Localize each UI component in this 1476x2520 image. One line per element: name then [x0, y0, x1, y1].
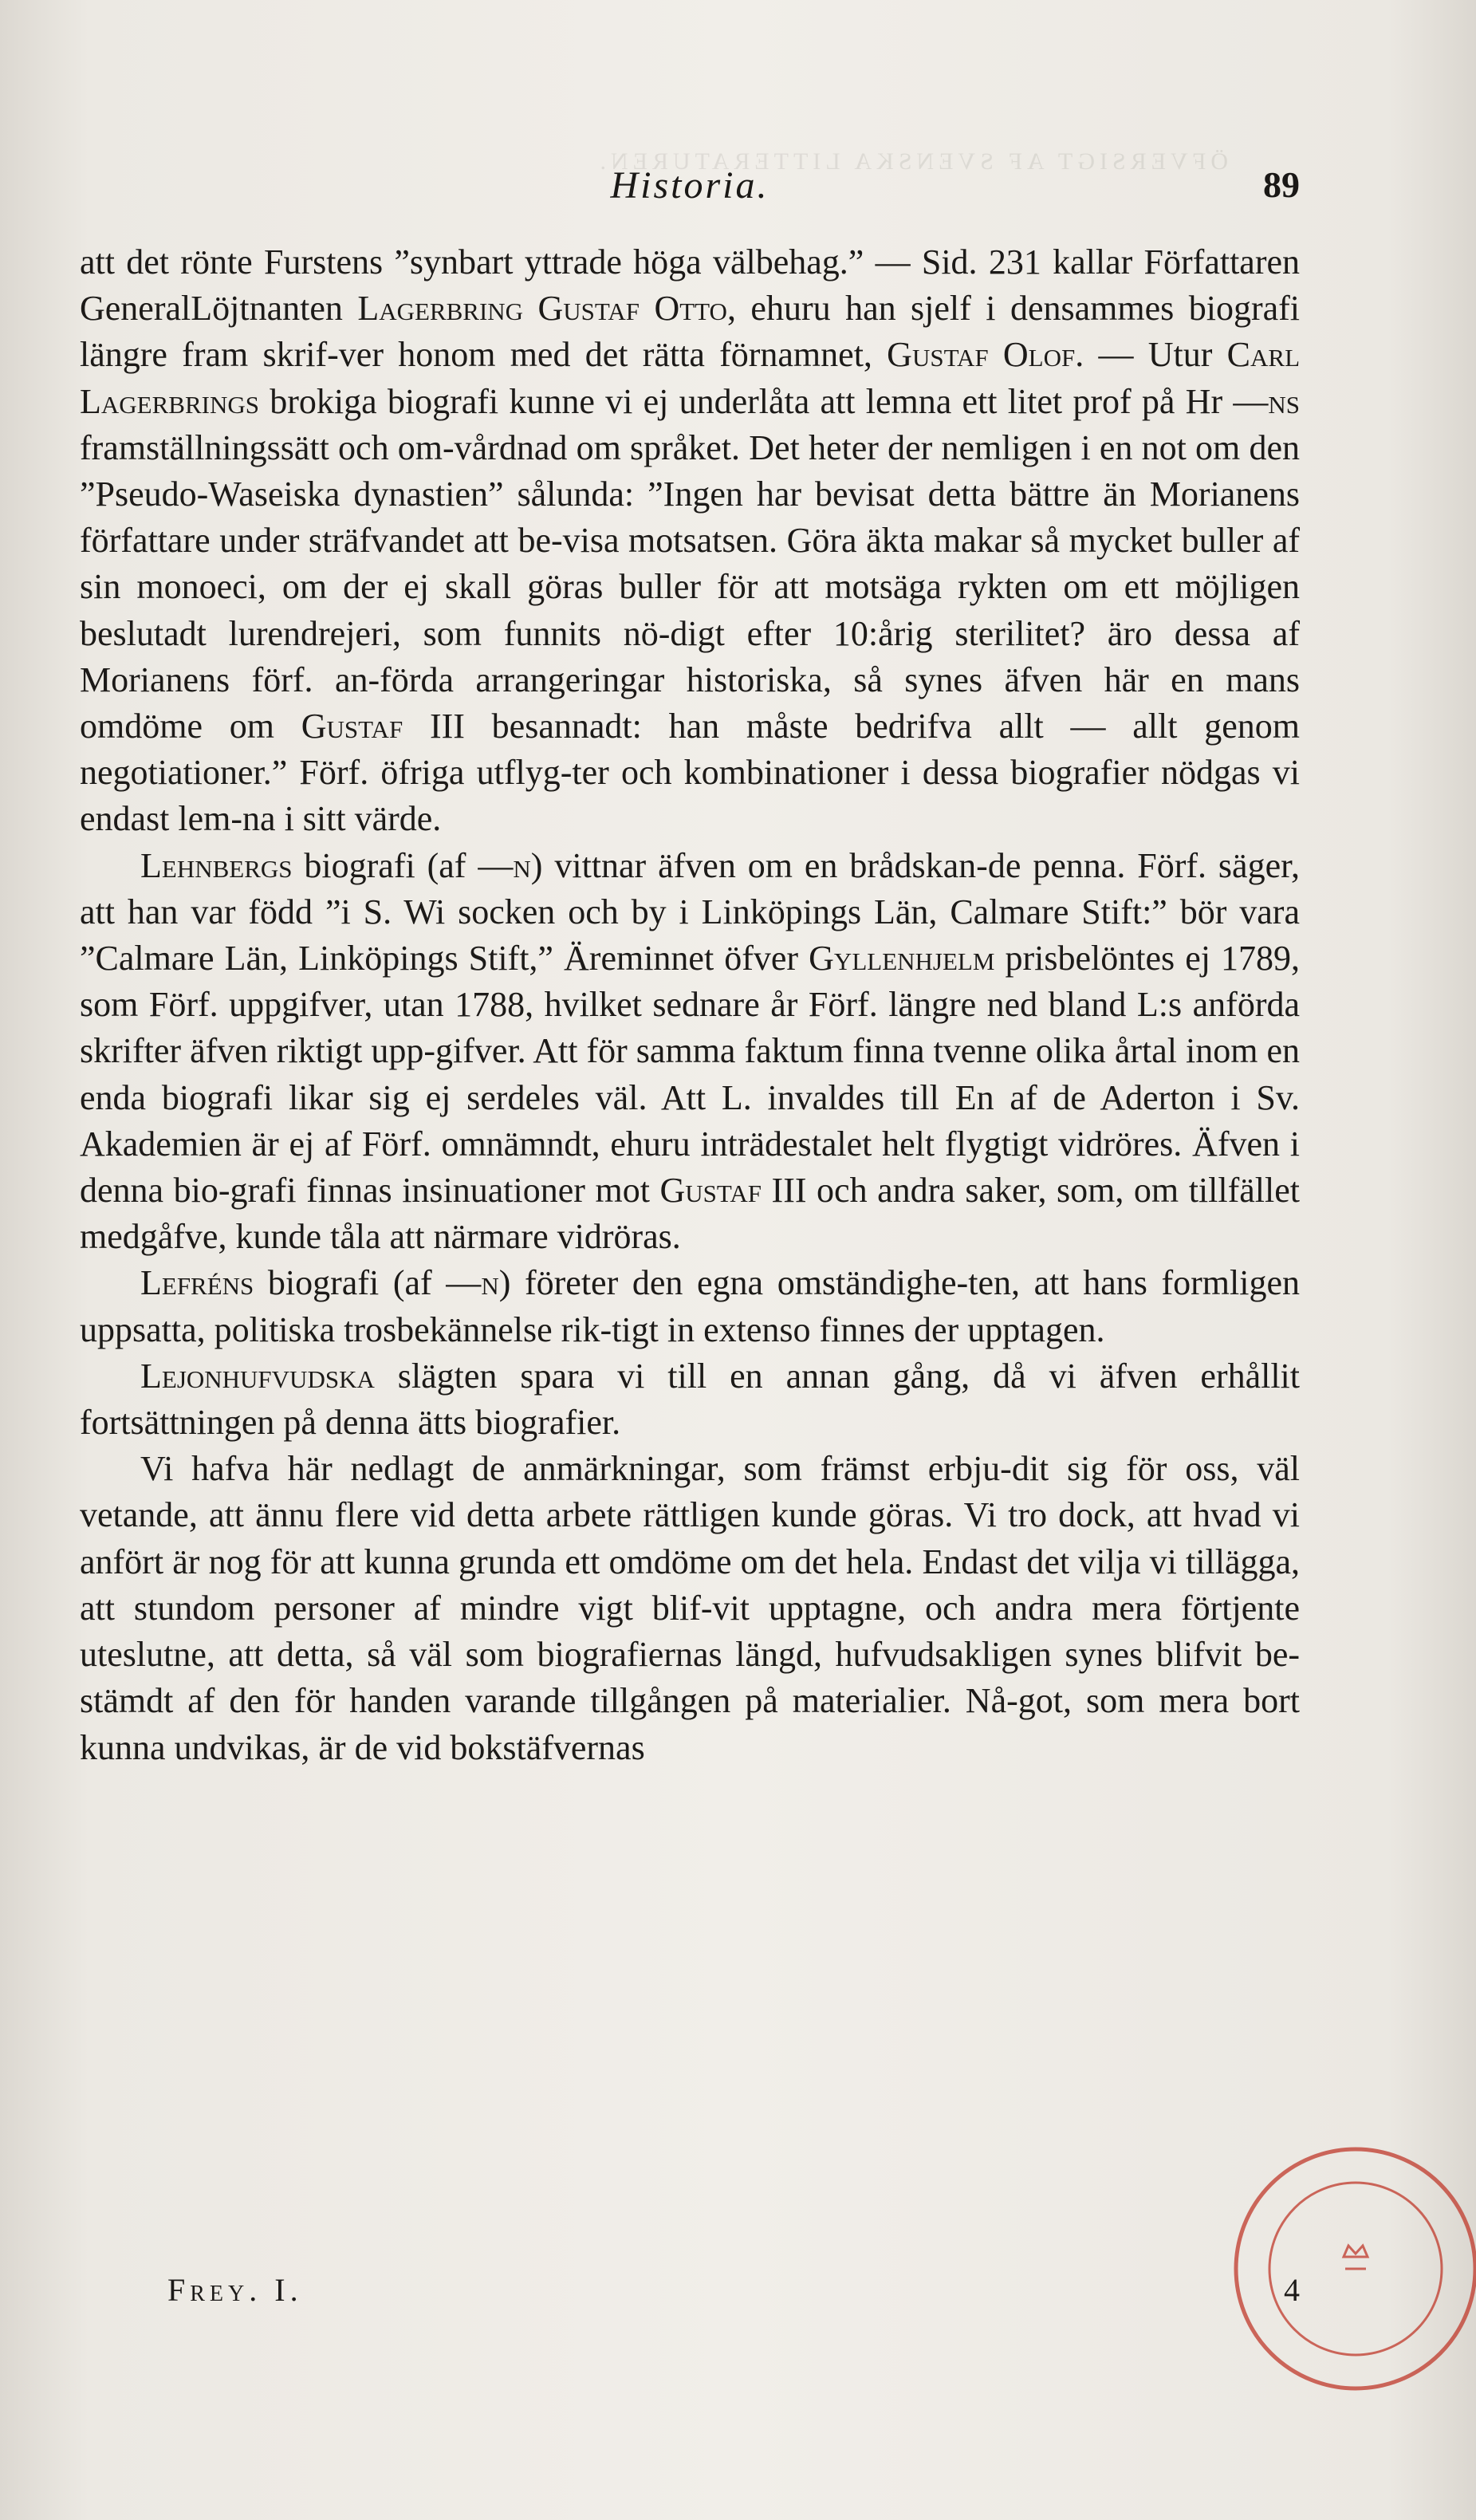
page-footer: [80, 2271, 1300, 2319]
small-caps-name: Otto: [654, 289, 727, 329]
small-caps-name: ns: [1268, 381, 1300, 421]
small-caps-name: Gustaf: [659, 1171, 762, 1211]
text-run: allt — allt genom negotiationer.” Förf. öfriga utflyg-​: [80, 707, 1300, 793]
text-run: en enda biografi likar sig ej serdeles väl. Att L. invaldes till: [80, 1031, 1300, 1117]
text-run: de penna. Förf. säger, att han var född ”i S. Wi socken och: [80, 845, 1301, 931]
text-run: vi äfven erhållit fortsättningen på denna ätts biografier.: [80, 1356, 1301, 1443]
text-run: ej 1789, som Förf. uppgifver, utan 1788, hvilket sednare år: [80, 939, 1301, 1025]
paragraph-4: [80, 1353, 1300, 1446]
text-run: ) vittnar äfven om en brådskan-​: [530, 845, 988, 885]
text-run: lemna ett litet prof på Hr —: [865, 381, 1269, 421]
text-run: det vilja vi tillägga, att stundom personer af mindre vigt blif-​: [80, 1542, 1301, 1628]
text-run: na i sitt värde.: [242, 799, 442, 839]
text-run: biografi (af —: [254, 1263, 482, 1303]
small-caps-name: Lefréns: [140, 1263, 254, 1303]
paragraph-1: [80, 239, 1300, 843]
sheet-number: 4: [1284, 2272, 1300, 2308]
text-run: grafi finnas insinuationer mot: [230, 1171, 660, 1211]
small-caps-name: n: [481, 1263, 499, 1303]
stamp-crown-emblem: [1344, 2246, 1368, 2269]
text-run: detta bättre än Morianens författare under sträfvandet att be-​: [80, 474, 1300, 561]
small-caps-name: Lejonhufvudska: [140, 1356, 375, 1396]
text-run: digt efter 10:årig sterilitet? äro dessa af Morianens förf. an-​: [80, 613, 1300, 699]
text-run: nog för att kunna grunda ett omdöme om det hela. Endast: [208, 1542, 1018, 1581]
paragraph-2: [80, 843, 1300, 1261]
text-run: visa motsatsen. Göra äkta makar så mycket buller af sin: [80, 521, 1300, 607]
text-run: förda arrangeringar historiska, så synes äfven här en mans: [380, 660, 1300, 699]
paragraph-5: [80, 1446, 1300, 1770]
text-run: got, som mera bort kunna undvikas, är de vid bokstäfvernas: [80, 1681, 1301, 1767]
text-run: framställningssätt och om-​: [80, 427, 455, 467]
text-run: vit upptagne, och andra mera förtjente uteslutne, att detta,: [80, 1588, 1300, 1675]
text-run: by i Linköpings Län, Calmare Stift:” bör vara ”Calmare Län,: [80, 892, 1300, 978]
text-run: slägten spara vi till en annan gång, då: [374, 1356, 1026, 1396]
text-run: att det rönte Furstens ”synbart yttrade höga välbehag.” — Sid.: [80, 242, 978, 282]
signature-mark: Frey. I.: [167, 2272, 303, 2308]
text-run: ”Pseudo-Waseiska dynastien” sålunda: ”Ingen har bevisat: [80, 474, 915, 514]
small-caps-name: Carl Lagerbrings: [80, 335, 1301, 421]
text-run: monoeci, om der ej skall göras buller för att motsäga: [136, 567, 942, 607]
page-header: [80, 163, 1300, 219]
text-run: Vi hafva här nedlagt de anmärkningar, som främst erbju-​: [140, 1449, 1012, 1489]
small-caps-name: Gyllenhjelm: [809, 939, 995, 978]
text-run: ter och kombinationer i dessa biografier nödgas vi endast lem-​: [80, 753, 1301, 839]
text-run: Förf. längre ned bland L:s anförda skrifter äfven riktigt upp-​: [80, 985, 1300, 1071]
running-title: Historia.: [610, 164, 769, 207]
text-run: En af de Aderton i Sv. Akademien är ej af Förf. omnämndt,: [80, 1077, 1300, 1164]
small-caps-name: Lehnbergs: [140, 845, 293, 885]
text-run: . — Utur: [1075, 335, 1213, 375]
text-run: 231 kallar Författaren GeneralLöjtnanten: [80, 242, 1301, 329]
small-caps-name: Gustaf Olof: [887, 335, 1076, 375]
text-run: biografi (af —: [292, 845, 514, 885]
text-run: ten, att hans formligen uppsatta, politiska trosbekännelse rik-​: [80, 1263, 1300, 1349]
paragraph-3: [80, 1260, 1300, 1353]
text-run: rykten om ett möjligen beslutadt lurendrejeri, som funnits nö-​: [80, 567, 1300, 653]
text-run: III och andra saker,: [761, 1171, 1047, 1211]
text-run: som, om tillfället medgåfve, kunde tåla att närmare vidröras.: [80, 1171, 1300, 1257]
body-text: [80, 239, 1300, 1771]
text-run: III besannadt: han måste bedrifva: [403, 707, 972, 746]
text-run: , ehuru han sjelf i densammes biografi längre fram skrif-​: [80, 289, 1301, 375]
text-run: prisbelöntes: [994, 939, 1175, 978]
text-run: dit sig för oss, väl vetande, att ännu flere vid detta arbete: [80, 1449, 1300, 1535]
text-run: vårdnad om språket. Det heter der nemligen i en not om den: [454, 427, 1300, 467]
text-run: ) företer den egna omständighe-​: [498, 1263, 969, 1303]
text-run: Linköpings Stift,” Äreminnet öfver: [298, 939, 809, 978]
text-run: gifver. Att för samma faktum finna tvenne olika årtal inom: [435, 1031, 1258, 1071]
small-caps-name: Lagerbring Gustaf: [357, 289, 640, 329]
text-run: ehuru inträdestalet helt flygtigt vidröres. Äfven i denna bio-​: [80, 1124, 1300, 1211]
library-stamp: [1224, 2137, 1476, 2400]
text-run: brokiga biografi kunne vi ej underlåta att: [258, 381, 856, 421]
small-caps-name: Gustaf: [301, 707, 403, 746]
text-run: ver honom med det rätta förnamnet,: [338, 335, 888, 375]
text-run: stämdt af den för handen varande tillgången på materialier. Nå-​: [80, 1681, 1018, 1721]
small-caps-name: n: [513, 845, 531, 885]
text-run: så väl som biografiernas längd, hufvudsakligen synes blifvit be-​: [367, 1635, 1301, 1675]
text-run: tigt in extenso finnes der upptagen.: [612, 1309, 1105, 1349]
page-number: 89: [1263, 164, 1300, 205]
text-run: rättligen kunde göras. Vi tro dock, att hvad vi anfört är: [80, 1495, 1300, 1581]
bleed-through-header: ÖFVERSIGT AF SVENSKA LITTERATUREN.: [595, 148, 1228, 175]
text-run: omdöme om: [80, 707, 301, 746]
